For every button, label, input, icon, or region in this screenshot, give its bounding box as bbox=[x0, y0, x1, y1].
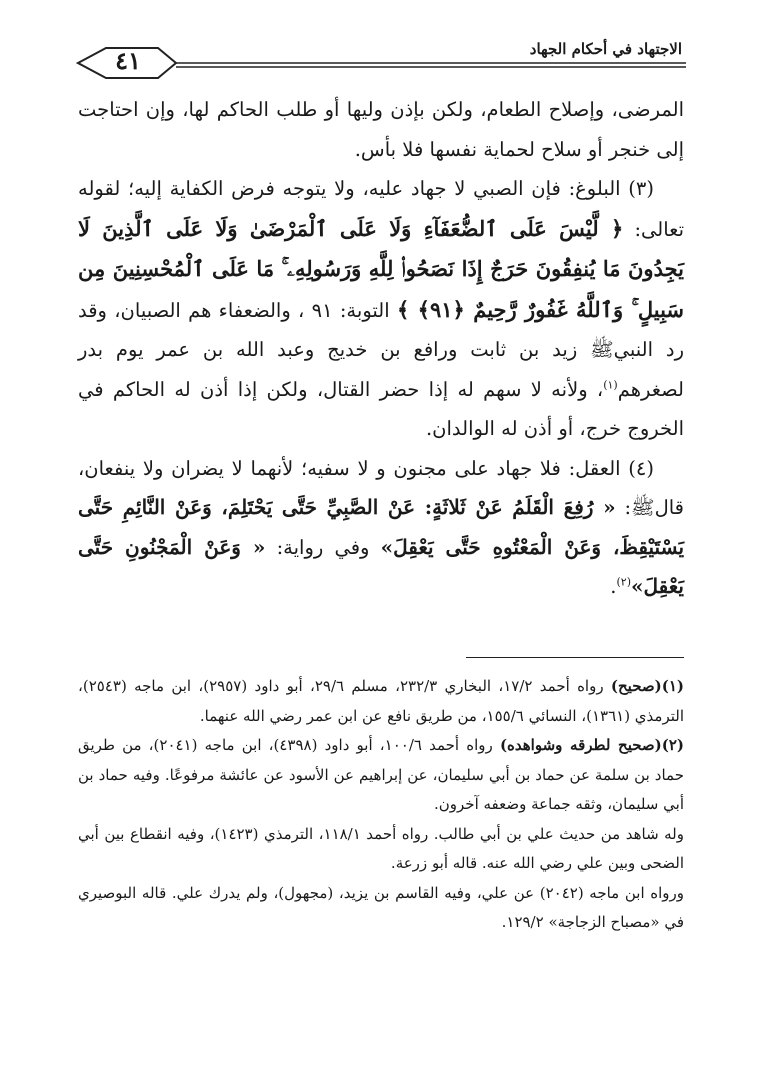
quran-verse: ﴿ لَّيْسَ عَلَى ٱلضُّعَفَآءِ وَلَا عَلَى ٱلْمَرْضَىٰ وَلَا عَلَى ٱلَّذِينَ لَا يَجِدُونَ مَا يُنفِقُونَ حَرَجٌ إِذَا نَصَحُوا۟ لِلَّهِ وَرَسُولِهِۦ ۚ مَا عَلَى ٱلْمُحْسِنِينَ مِن سَبِيلٍ ۚ وَٱللَّهُ غَفُورٌ رَّحِيمٌ ﴿٩١﴾ ﴾ bbox=[78, 215, 685, 322]
footnote-2-text: رواه أحمد ١٠٠/٦، أبو داود (٤٣٩٨)، ابن ماجه (٢٠٤١)، من طريق حماد بن سلمة عن حماد بن أبي سليمان، عن إبراهيم عن الأسود عن عائشة مرفوعًا. وفيه حماد بن أبي سليمان، وثقه جماعة وضعفه آخرون. bbox=[78, 736, 684, 813]
footnote-2-part-2: وله شاهد من حديث علي بن أبي طالب. رواه أحمد ١١٨/١، الترمذي (١٤٢٣)، وفيه انقطاع بين أبي الضحى وبين علي رضي الله عنه. قاله أبو زرعة. bbox=[78, 824, 684, 872]
paragraph-1 bbox=[78, 90, 684, 169]
footnote-1-text: رواه أحمد ١٧/٢، البخاري ٢٣٢/٣، مسلم ٢٩/٦، أبو داود (٢٩٥٧)، ابن ماجه (٢٥٤٣)، الترمذي (١٣٦١)، النسائي ١٥٥/٦، من طريق نافع عن ابن عمر رضي الله عنهما. bbox=[78, 677, 684, 725]
paragraph-1-text: المرضى، وإصلاح الطعام، ولكن بإذن وليها أو طلب الحاكم لها، وإن احتاجت إلى خنجر أو سلاح لحماية نفسها فلا بأس. bbox=[78, 98, 684, 161]
footnote-1 bbox=[78, 672, 684, 731]
paragraph-2-after: التوبة: ٩١ ، والضعفاء هم الصبيان، وقد رد النبيﷺ زيد بن ثابت ورافع بن خديج وعبد الله بن عمر يوم بدر لصغرهم bbox=[78, 298, 684, 401]
hadith-quote-2: « وَعَنْ الْمَجْنُونِ حَتَّى يَعْقِلَ» bbox=[78, 534, 684, 598]
paragraph-3-intro: (٤) العقل: فلا جهاد على مجنون و لا سفيه؛ لأنهما لا يضران ولا ينفعان، قالﷺ: bbox=[78, 456, 684, 519]
paragraph-3-end: . bbox=[610, 575, 617, 598]
page-header bbox=[76, 38, 686, 84]
paragraph-3 bbox=[78, 449, 684, 607]
main-text bbox=[78, 90, 684, 607]
footnote-ref-1: (١) bbox=[603, 378, 618, 391]
hadith-quote: « رُفِعَ الْقَلَمُ عَنْ ثَلاثَةٍ: عَنْ الصَّبِيِّ حَتَّى يَحْتَلِمَ، وَعَنْ النَّائِمِ حَتَّى يَسْتَيْقِظَ، وَعَنْ الْمَعْتُوهِ حَتَّى يَعْقِلَ» bbox=[78, 495, 685, 559]
paragraph-2-end: ، ولأنه لا سهم له إذا حضر القتال، ولكن إذا أذن له الحاكم في الخروج خرج، أو أذن له الوالدان. bbox=[78, 377, 684, 440]
footnote-1-label: (١)(صحيح) bbox=[610, 677, 684, 695]
page-number: ٤١ bbox=[115, 46, 141, 75]
footnote-2-label: (٢)(صحيح لطرقه وشواهده) bbox=[499, 736, 685, 754]
footnotes bbox=[78, 672, 684, 938]
footnote-ref-2: (٢) bbox=[616, 575, 632, 589]
footnote-2-part-3: ورواه ابن ماجه (٢٠٤٢) عن علي، وفيه القاسم بن يزيد، (مجهول)، ولم يدرك علي. قاله البوصيري في «مصباح الزجاجة» ١٢٩/٢. bbox=[78, 883, 685, 931]
paragraph-2 bbox=[78, 169, 684, 449]
footnote-divider bbox=[466, 657, 684, 658]
running-title: الاجتهاد في أحكام الجهاد bbox=[529, 40, 682, 58]
footnote-2 bbox=[78, 731, 684, 820]
paragraph-3-mid: وفي رواية: bbox=[276, 535, 370, 559]
paragraph-2-intro: (٣) البلوغ: فإن الصبي لا جهاد عليه، ولا يتوجه فرض الكفاية إليه؛ لقوله تعالى: bbox=[78, 177, 685, 241]
